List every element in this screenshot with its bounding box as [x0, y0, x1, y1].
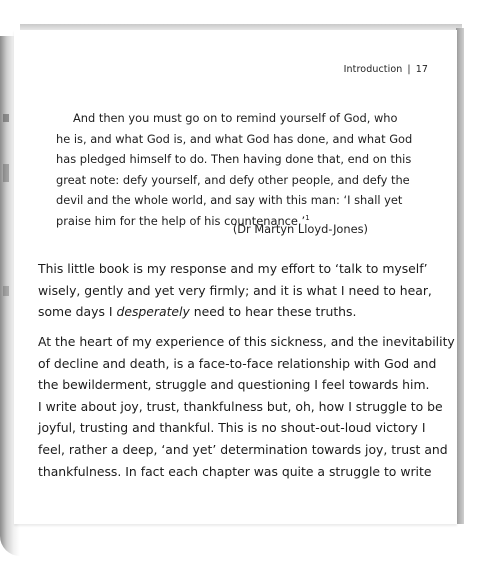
paragraph-line: joyful, trusting and thankful. This is no shout-out-loud victory I	[38, 420, 426, 436]
page-number: 17	[415, 64, 428, 75]
quote-line: he is, and what God is, and what God has done, and what God	[56, 131, 413, 146]
page-stack-right-edge	[456, 28, 464, 524]
footnote-marker: 1	[305, 214, 310, 223]
block-quote	[56, 108, 413, 232]
paragraph-line: feel, rather a deep, ‘and yet’ determination towards joy, trust and	[38, 441, 448, 457]
curl-mark	[3, 114, 9, 122]
running-head	[344, 64, 428, 75]
paragraph-line: of decline and death, is a face-to-face relationship with God and	[38, 355, 437, 371]
curl-mark	[3, 286, 9, 296]
text-run: some days I	[38, 304, 117, 319]
emphasis-text: desperately	[116, 304, 190, 319]
paragraph-line: I write about joy, trust, thankfulness but, oh, how I struggle to be	[38, 398, 443, 414]
quote-line: great note: defy yourself, and defy other people, and defy the	[56, 172, 410, 187]
quote-attribution: (Dr Martyn Lloyd-Jones)	[232, 222, 368, 236]
paragraph-2	[38, 331, 455, 482]
text-run: need to hear these truths.	[189, 304, 357, 319]
paragraph-line: wisely, gently and yet very firmly; and it is what I need to hear,	[38, 282, 432, 298]
paragraph-line: the bewilderment, struggle and questioning I feel towards him.	[38, 377, 430, 393]
quote-line: And then you must go on to remind yourself of God, who	[73, 111, 398, 125]
quote-line: devil and the whole world, and say with this man: ‘I shall yet	[56, 193, 403, 208]
paragraph-line: thankfulness. In fact each chapter was quite a struggle to write	[38, 463, 432, 479]
paragraph-1	[38, 258, 438, 323]
running-head-separator: |	[407, 64, 411, 75]
paragraph-line: This little book is my response and my effort to ‘talk to myself’	[38, 261, 428, 276]
paragraph-line	[38, 301, 438, 323]
curl-mark	[3, 164, 9, 182]
quote-line-text: praise him for the help of his countenance.’	[56, 213, 306, 228]
running-head-section: Introduction	[343, 64, 403, 75]
paragraph-line: At the heart of my experience of this sickness, and the inevitability	[38, 334, 455, 349]
quote-line: has pledged himself to do. Then having done that, end on this	[56, 152, 412, 167]
